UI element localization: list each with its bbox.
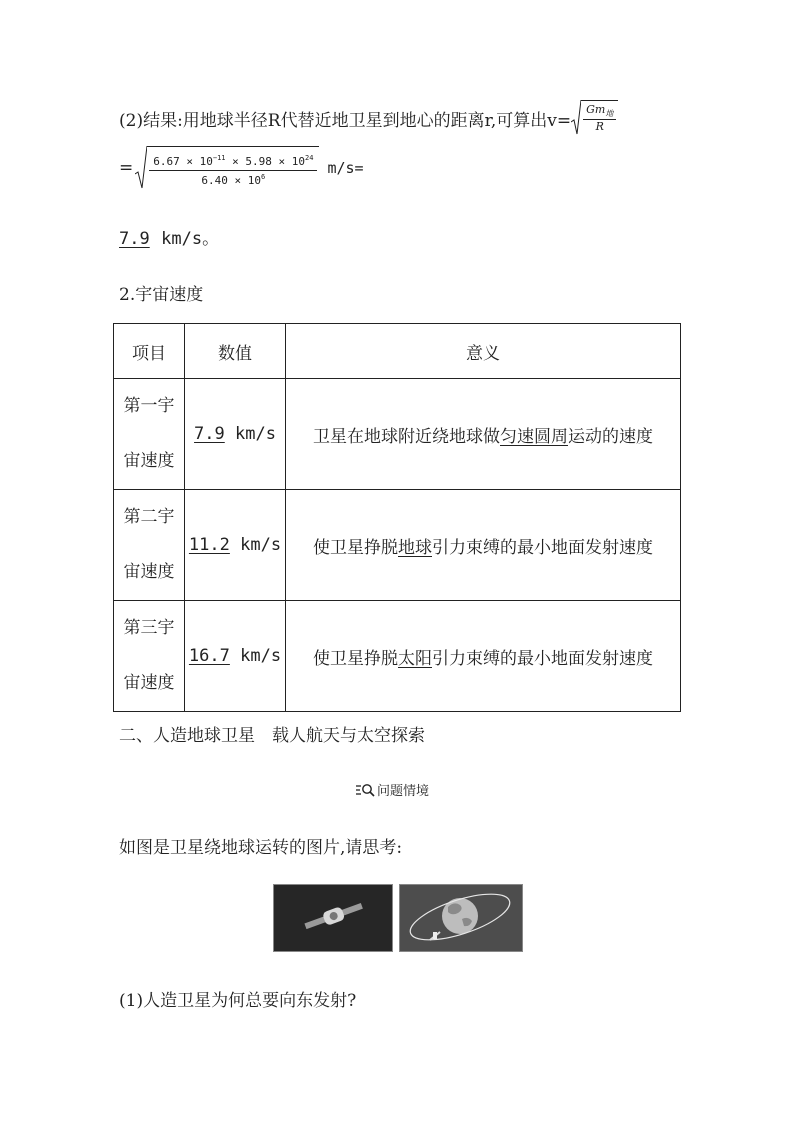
equals-sign: = [119, 158, 134, 178]
section-title-cosmic-speed: 2.宇宙速度 [119, 285, 204, 305]
meaning-post: 引力束缚的最小地面发射速度 [432, 537, 653, 558]
row-name-line1: 第三宇 [123, 618, 175, 638]
magnifier-icon [355, 783, 375, 797]
sqrt-gm-over-r [571, 100, 618, 136]
question-1: (1)人造卫星为何总要向东发射? [119, 991, 357, 1011]
table-row [114, 601, 681, 712]
row-value [185, 490, 286, 601]
row-name [114, 490, 185, 601]
meaning-underlined: 太阳 [398, 648, 432, 669]
situation-label [355, 780, 429, 799]
radical-icon-2 [135, 146, 147, 190]
num-main: 6.67 × 10 [153, 155, 213, 168]
section-heading-satellites: 二、人造地球卫星 载人航天与太空探索 [119, 726, 425, 746]
radical-icon [571, 100, 581, 136]
value-number: 7.9 [194, 424, 225, 444]
cosmic-speed-table [113, 323, 681, 712]
row-name [114, 379, 185, 490]
meaning-underlined: 匀速圆周 [500, 426, 568, 447]
header-value: 数值 [185, 324, 286, 379]
row-name [114, 601, 185, 712]
row-meaning [286, 379, 681, 490]
frac-den: R [595, 120, 604, 134]
row-name-line2: 宙速度 [123, 451, 175, 471]
spacecraft-photo [273, 884, 393, 952]
situation-text: 问题情境 [377, 784, 430, 799]
answer-line [119, 224, 219, 249]
meaning-pre: 卫星在地球附近绕地球做 [313, 426, 500, 447]
frac-num: Gm [586, 103, 606, 116]
row-name-line1: 第二宇 [123, 507, 175, 527]
num-exp2: 24 [305, 154, 314, 162]
row-name-line2: 宙速度 [123, 562, 175, 582]
sqrt-numeric [135, 146, 319, 190]
value-unit: km/s [224, 424, 276, 444]
answer-value: 7.9 [119, 229, 150, 249]
row-meaning [286, 601, 681, 712]
row-value [185, 379, 286, 490]
result-prefix: (2)结果:用地球半径R代替近地卫星到地心的距离r,可算出v= [119, 110, 572, 131]
value-number: 11.2 [188, 535, 230, 555]
den-exp: 6 [261, 173, 266, 181]
row-name-line2: 宙速度 [123, 673, 175, 693]
row-name-line1: 第一宇 [123, 396, 175, 416]
num-exp1: −11 [212, 154, 226, 162]
value-unit: km/s [229, 535, 282, 555]
table-row [114, 490, 681, 601]
numeric-fraction [149, 154, 317, 187]
answer-unit: km/s。 [161, 229, 220, 249]
value-number: 16.7 [188, 646, 230, 666]
meaning-post: 引力束缚的最小地面发射速度 [432, 648, 653, 669]
meaning-underlined: 地球 [398, 537, 432, 558]
value-unit: km/s [229, 646, 282, 666]
meaning-pre: 使卫星挣脱 [313, 648, 398, 669]
intro-text: 如图是卫星绕地球运转的图片,请思考: [119, 838, 403, 858]
meaning-post: 运动的速度 [568, 426, 653, 447]
table-row [114, 379, 681, 490]
gm-over-r-fraction [583, 103, 616, 133]
unit-ms: m/s= [327, 159, 364, 177]
table-header-row [114, 324, 681, 379]
num-mid: × 5.98 × 10 [225, 155, 305, 168]
substitution-line [119, 146, 364, 190]
header-meaning: 意义 [286, 324, 681, 379]
row-value [185, 601, 286, 712]
den-main: 6.40 × 10 [201, 174, 262, 187]
header-item: 项目 [114, 324, 185, 379]
row-meaning [286, 490, 681, 601]
frac-num-sub: 地 [605, 109, 614, 119]
orbit-diagram-photo [399, 884, 523, 952]
meaning-pre: 使卫星挣脱 [313, 537, 398, 558]
result-line [119, 100, 618, 136]
